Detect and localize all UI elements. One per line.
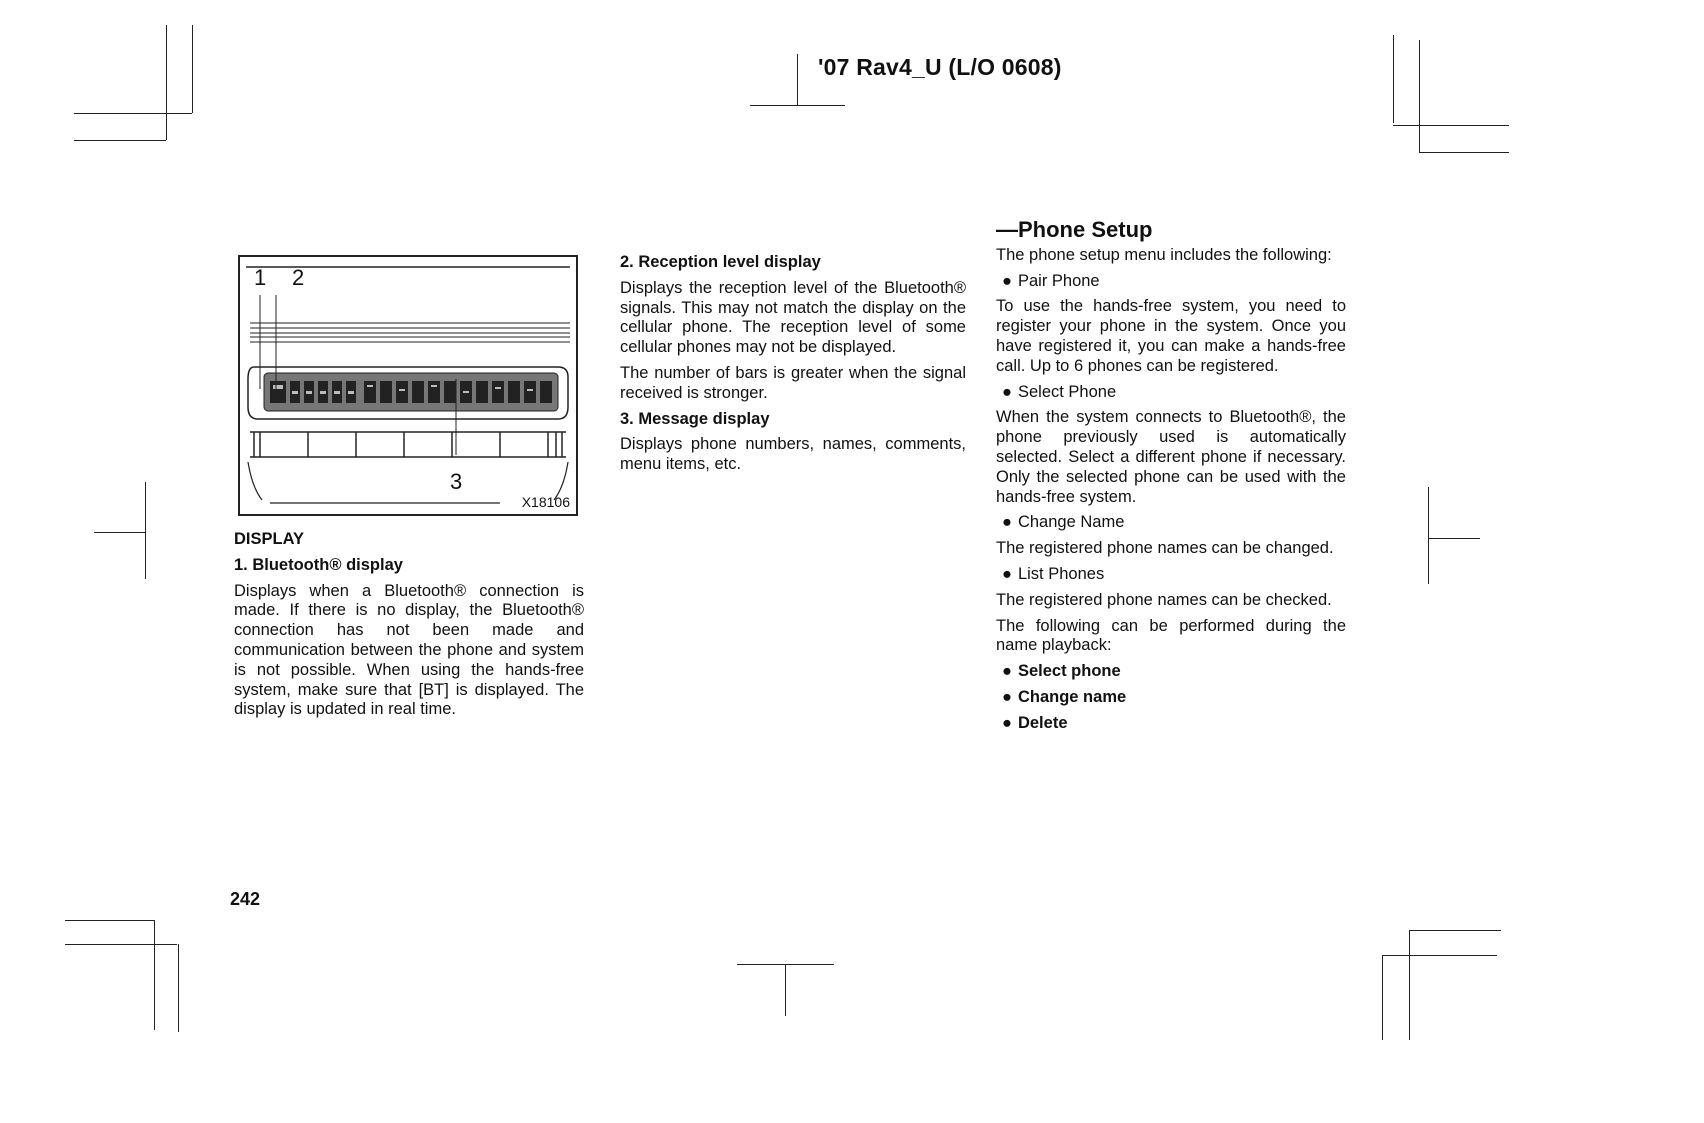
select-phone-text: When the system connects to Bluetooth®, the phone previously used is automatically selected. Select a different phone if necessary. Only the selected phone can be used with the hands-free system. [996,408,1346,506]
crop-mark [74,113,192,114]
change-name-label: Change Name [1017,513,1125,532]
pair-phone-text: To use the hands-free system, you need to register your phone in the system. Once you have registered it, you can make a hands-free call. Up to 6 phones can be registered. [996,297,1346,375]
reception-level-title: 2. Reception level display [620,253,821,271]
crop-mark [785,964,786,1016]
crop-mark [154,920,155,1030]
message-display-title: 3. Message display [620,409,770,428]
playback-delete-item [1002,714,1346,734]
reception-level-text: Displays the reception level of the Bluetooth® signals. This may not match the display on the cellular phone. The reception level of some cellular phones may not be displayed. [620,278,966,357]
crop-mark [750,105,845,106]
bullet-icon: ● [1002,271,1012,290]
playback-intro: The following can be performed during the name playback: [996,616,1346,655]
crop-mark [192,25,193,113]
header-title: '07 Rav4_U (L/O 0608) [818,54,1062,80]
crop-mark [65,944,177,945]
callout-1: 1 [254,265,267,290]
bullet-icon: ● [1002,713,1012,732]
crop-mark [178,944,179,1032]
crop-mark [1419,152,1509,153]
callout-3: 3 [450,469,463,494]
bullet-icon: ● [1002,382,1012,401]
list-phones-item [1002,565,1346,585]
reception-bars-text: The number of bars is greater when the signal received is stronger. [620,363,966,402]
playback-select-item [1002,662,1346,682]
callout-2: 2 [292,265,305,290]
bluetooth-display-title: 1. Bluetooth® display [234,555,403,574]
change-name-text: The registered phone names can be changed. [996,539,1334,558]
figure-code: X18106 [521,494,570,510]
phone-setup-intro: The phone setup menu includes the following: [996,245,1332,264]
crop-mark [1393,35,1394,123]
display-drawing [240,257,576,514]
crop-mark [74,140,166,141]
bullet-icon: ● [1002,513,1012,532]
display-illustration [238,255,578,516]
crop-mark [65,920,155,921]
playback-change-item [1002,688,1346,708]
crop-mark [797,54,798,106]
crop-mark [1409,930,1501,931]
message-display-text: Displays phone numbers, names, comments, menu items, etc. [620,435,966,474]
left-column [234,530,584,726]
bullet-icon: ● [1002,662,1012,681]
display-heading: DISPLAY [234,530,304,548]
playback-delete-label: Delete [1017,713,1068,732]
crop-mark [1428,487,1429,584]
phone-setup-title: —Phone Setup [996,217,1153,242]
crop-mark [145,482,146,579]
crop-mark [1382,955,1497,956]
select-phone-label: Select Phone [1017,382,1117,401]
crop-mark [1393,125,1509,126]
select-phone-item [1002,383,1346,403]
bullet-icon: ● [1002,687,1012,706]
playback-change-label: Change name [1017,687,1127,706]
pair-phone-item [1002,272,1346,292]
middle-column [620,253,966,481]
playback-select-label: Select phone [1017,662,1121,681]
crop-mark [1382,955,1383,1040]
crop-mark [1428,538,1480,539]
bluetooth-display-text: Displays when a Bluetooth® connection is made. If there is no display, the Bluetooth® connection has not been made and communication between the phone and system is not possible. When using the hands-free system, make sure that [BT] is displayed. The display is updated in real time. [234,581,584,719]
bullet-icon: ● [1002,564,1012,583]
change-name-item [1002,513,1346,533]
crop-mark [1409,930,1410,1040]
crop-mark [94,532,146,533]
crop-mark [1419,40,1420,152]
pair-phone-label: Pair Phone [1017,271,1100,290]
list-phones-text: The registered phone names can be checked. [996,590,1332,609]
page-number: 242 [230,889,261,909]
crop-mark [166,25,167,140]
list-phones-label: List Phones [1017,564,1105,583]
right-column [996,217,1346,740]
